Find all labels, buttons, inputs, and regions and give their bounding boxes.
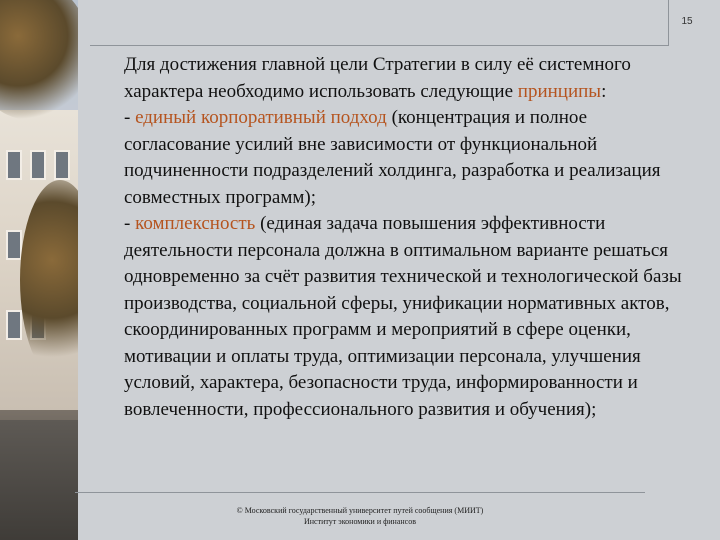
footer-institute: Институт экономики и финансов [303,517,416,526]
building-photo [0,0,78,540]
footer [150,505,570,527]
intro-text: Для достижения главной цели Стратегии в силу её системного характера необходимо использовать следующие [124,54,631,102]
divider-bottom [75,492,645,493]
tree [0,0,78,120]
item-prefix: - [124,107,136,128]
footer-university: © Московский государственный университет путей сообщения (МИИТ) [236,506,484,515]
window [30,150,46,180]
window [6,230,22,260]
window [54,150,70,180]
slide-body [96,52,696,423]
intro-highlight: принципы [517,80,602,102]
item-prefix: - [124,213,136,234]
slide-number: 15 [681,16,693,27]
window [6,310,22,340]
principle-item [96,105,696,211]
principle-text: (концентрация и полное согласование усилий вне зависимости от функциональной подчиненности подразделений холдинга, разработка и реализация совместных программ); [124,107,661,208]
principle-name: комплексность [135,213,256,234]
intro-tail: : [601,80,607,102]
divider-vertical [668,0,669,46]
principle-text: (единая задача повышения эффективности деятельности персонала должна в оптимальном варианте решаться одновременно за счёт развития технической и технологической базы производства, социальной сферы, унификации нормативных актов, скоординированных программ и мероприятий в сфере оценки, мотивации и оплаты труда, оптимизации персонала, улучшения условий, характера, безопасности труда, информированности и вовлеченности, профессионального развития и обучения); [124,213,682,420]
principle-item [96,211,696,423]
window [6,150,22,180]
ground [0,420,78,540]
intro-paragraph [96,52,696,105]
divider-top [90,45,668,46]
principle-name: единый корпоративный подход [135,107,387,128]
